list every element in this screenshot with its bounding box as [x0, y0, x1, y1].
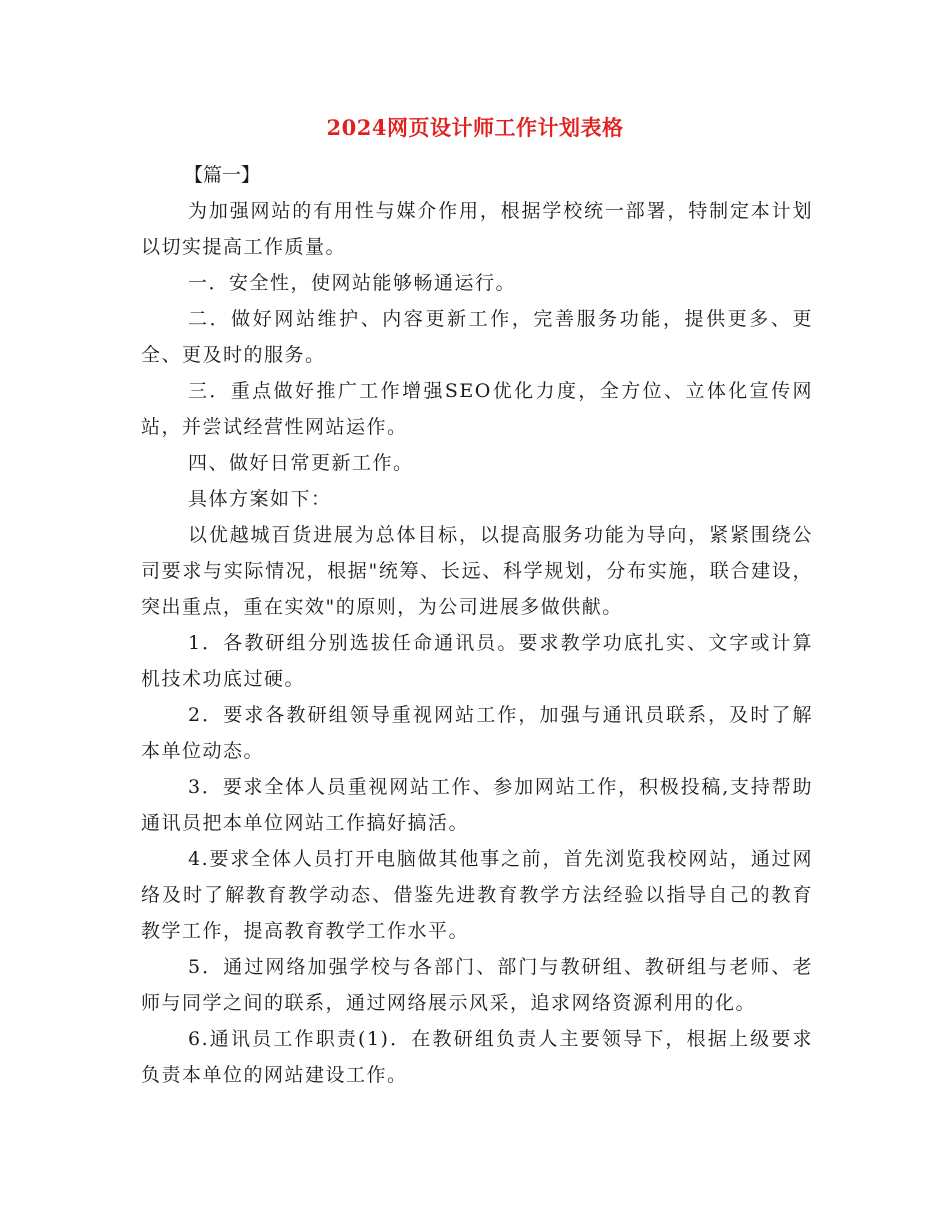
paragraph-plan-heading: 具体方案如下： [188, 488, 332, 510]
paragraph-item-2: 二．做好网站维护、内容更新工作，完善服务功能，提供更多、更全、更及时的服务。 [141, 308, 813, 366]
paragraph-goal: 以优越城百货进展为总体目标，以提高服务功能为导向，紧紧围绕公司要求与实际情况，根据"统筹、长远、科学规划，分布实施，联合建设，突出重点，重在实效"的原则，为公司进展多做供献。 [141, 524, 813, 618]
paragraph-item-1: 一．安全性，使网站能够畅通运行。 [188, 272, 517, 294]
document-title: 2024网页设计师工作计划表格 [326, 115, 624, 140]
section-label: 【篇一】 [184, 164, 261, 186]
paragraph-step-3: 3．要求全体人员重视网站工作、参加网站工作，积极投稿,支持帮助通讯员把本单位网站工作搞好搞活。 [141, 776, 813, 834]
paragraph-step-1: 1．各教研组分别选拔任命通讯员。要求教学功底扎实、文字或计算机技术功底过硬。 [141, 632, 813, 690]
paragraph-step-4: 4.要求全体人员打开电脑做其他事之前，首先浏览我校网站，通过网络及时了解教育教学动态、借鉴先进教育教学方法经验以指导自己的教育教学工作，提高教育教学工作水平。 [141, 848, 813, 942]
paragraph-item-4: 四、做好日常更新工作。 [188, 452, 414, 474]
paragraph-step-2: 2．要求各教研组领导重视网站工作，加强与通讯员联系，及时了解本单位动态。 [141, 704, 813, 762]
paragraph-step-5: 5．通过网络加强学校与各部门、部门与教研组、教研组与老师、老师与同学之间的联系，通过网络展示风采，追求网络资源利用的化。 [141, 956, 813, 1014]
document-body [141, 157, 813, 1093]
paragraph-item-3: 三．重点做好推广工作增强SEO优化力度，全方位、立体化宣传网站，并尝试经营性网站运作。 [141, 380, 813, 438]
paragraph-intro: 为加强网站的有用性与媒介作用，根据学校统一部署，特制定本计划以切实提高工作质量。 [141, 200, 813, 258]
paragraph-step-6: 6.通讯员工作职责(1)．在教研组负责人主要领导下，根据上级要求负责本单位的网站建设工作。 [141, 1028, 813, 1086]
